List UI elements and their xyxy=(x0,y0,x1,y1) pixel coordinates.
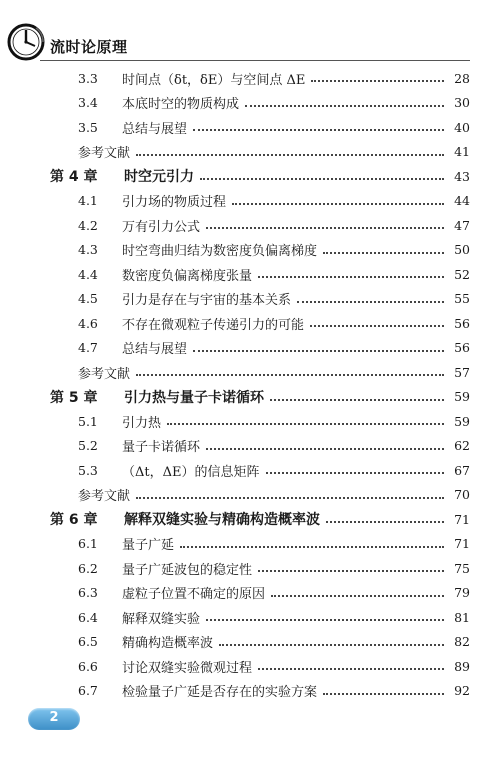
entry-title: 时空元引力 xyxy=(124,169,194,185)
entry-title: 量子广延 xyxy=(122,538,175,553)
section-number: 3.3 xyxy=(78,70,98,86)
toc-section-row[interactable] xyxy=(0,581,500,605)
page-ref: 75 xyxy=(454,560,470,576)
entry-title: 参考文献 xyxy=(78,366,131,382)
dot-leader xyxy=(258,668,444,670)
toc-section-row[interactable] xyxy=(0,336,500,360)
page-ref: 81 xyxy=(454,609,470,625)
toc-section-row[interactable] xyxy=(0,654,500,678)
toc-chapter-row[interactable] xyxy=(0,164,500,188)
entry-title: 本底时空的物质构成 xyxy=(122,97,240,112)
section-number: 6.5 xyxy=(78,634,98,649)
toc-section-row[interactable] xyxy=(0,213,500,237)
entry-title: 不存在微观粒子传递引力的可能 xyxy=(122,317,305,333)
page-ref: 56 xyxy=(454,340,470,355)
entry-title: 万有引力公式 xyxy=(122,219,201,235)
section-number: 3.4 xyxy=(78,95,98,110)
page-ref: 40 xyxy=(454,119,470,135)
entry-title: 解释双缝实验与精确构造概率波 xyxy=(124,512,320,528)
section-number: 6.2 xyxy=(78,560,98,576)
chapter-label: 第 6 章 xyxy=(50,512,98,528)
section-number: 4.1 xyxy=(78,193,98,208)
chapter-label: 第 4 章 xyxy=(50,169,98,185)
page-ref: 56 xyxy=(454,315,470,331)
entry-title: 精确构造概率波 xyxy=(122,636,214,651)
page-number-tab xyxy=(28,708,80,730)
page-ref: 44 xyxy=(454,193,470,208)
entry-title: 检验量子广延是否存在的实验方案 xyxy=(122,685,318,700)
toc-section-row[interactable] xyxy=(0,189,500,213)
toc-section-row[interactable] xyxy=(0,262,500,286)
entry-title: 虚粒子位置不确定的原因 xyxy=(122,587,266,602)
entry-title: 参考文献 xyxy=(78,489,131,504)
page-ref: 50 xyxy=(454,242,470,257)
toc-section-row[interactable] xyxy=(0,679,500,703)
page-ref: 28 xyxy=(454,70,470,86)
dot-leader xyxy=(297,301,444,303)
toc-section-row[interactable] xyxy=(0,630,500,654)
dot-leader xyxy=(136,154,444,156)
dot-leader xyxy=(323,693,444,695)
dot-leader xyxy=(206,448,444,450)
toc-section-row[interactable] xyxy=(0,287,500,311)
entry-title: 时空弯曲归结为数密度负偏离梯度 xyxy=(122,244,318,259)
page-ref: 92 xyxy=(454,683,470,698)
chapter-label: 第 5 章 xyxy=(50,389,98,406)
section-number: 6.4 xyxy=(78,609,98,625)
dot-leader xyxy=(180,546,444,548)
toc-section-row[interactable] xyxy=(0,91,500,115)
section-number: 4.6 xyxy=(78,315,98,331)
section-number: 5.1 xyxy=(78,413,98,429)
dot-leader xyxy=(193,350,444,352)
section-number: 4.2 xyxy=(78,217,98,233)
entry-title: （Δt，ΔE）的信息矩阵 xyxy=(122,464,260,480)
page-ref: 59 xyxy=(454,389,470,404)
page-ref: 43 xyxy=(454,168,470,184)
page-number: 2 xyxy=(49,710,59,725)
entry-title: 引力是存在与宇宙的基本关系 xyxy=(122,293,292,308)
section-number: 6.7 xyxy=(78,683,98,698)
section-number: 3.5 xyxy=(78,119,98,135)
dot-leader xyxy=(266,472,444,474)
page-header xyxy=(0,0,500,62)
dot-leader xyxy=(200,178,444,180)
page-ref: 62 xyxy=(454,438,470,453)
dot-leader xyxy=(245,105,444,107)
dot-leader xyxy=(206,227,444,229)
page-ref: 71 xyxy=(454,511,470,527)
toc-section-row[interactable] xyxy=(0,605,500,629)
toc-section-row[interactable] xyxy=(0,66,500,90)
dot-leader xyxy=(206,619,444,621)
entry-title: 参考文献 xyxy=(78,146,131,161)
dot-leader xyxy=(271,595,444,597)
dot-leader xyxy=(136,497,444,499)
section-number: 4.3 xyxy=(78,242,98,257)
dot-leader xyxy=(258,276,444,278)
toc-section-row[interactable] xyxy=(0,409,500,433)
toc-section-row[interactable] xyxy=(0,458,500,482)
dot-leader xyxy=(193,129,444,131)
toc-references-row[interactable] xyxy=(0,483,500,507)
dot-leader xyxy=(323,252,444,254)
toc-chapter-row[interactable] xyxy=(0,507,500,531)
toc-section-row[interactable] xyxy=(0,556,500,580)
section-number: 4.7 xyxy=(78,340,98,355)
entry-title: 引力热与量子卡诺循环 xyxy=(124,389,264,406)
entry-title: 数密度负偏离梯度张量 xyxy=(122,268,253,284)
page-ref: 79 xyxy=(454,585,470,600)
clock-icon xyxy=(6,22,46,62)
section-number: 5.2 xyxy=(78,438,98,453)
page-ref: 59 xyxy=(454,413,470,429)
dot-leader xyxy=(136,374,444,376)
dot-leader xyxy=(219,644,444,646)
page-ref: 89 xyxy=(454,658,470,674)
entry-title: 量子卡诺循环 xyxy=(122,440,201,455)
dot-leader xyxy=(326,521,444,523)
book-title: 流时论原理 xyxy=(50,38,128,56)
dot-leader xyxy=(167,423,444,425)
entry-title: 量子广延波包的稳定性 xyxy=(122,562,253,578)
section-number: 5.3 xyxy=(78,462,98,478)
entry-title: 时间点（δt，δE）与空间点 ΔE xyxy=(122,72,306,88)
page-ref: 52 xyxy=(454,266,470,282)
toc-references-row[interactable] xyxy=(0,140,500,164)
dot-leader xyxy=(310,325,444,327)
toc-section-row[interactable] xyxy=(0,238,500,262)
entry-title: 讨论双缝实验微观过程 xyxy=(122,660,253,676)
page-ref: 41 xyxy=(454,144,470,159)
page-ref: 30 xyxy=(454,95,470,110)
dot-leader xyxy=(311,80,444,82)
toc-section-row[interactable] xyxy=(0,115,500,139)
toc-section-row[interactable] xyxy=(0,311,500,335)
entry-title: 总结与展望 xyxy=(122,342,188,357)
page-ref: 47 xyxy=(454,217,470,233)
toc-references-row[interactable] xyxy=(0,360,500,384)
toc-section-row[interactable] xyxy=(0,434,500,458)
page-ref: 55 xyxy=(454,291,470,306)
entry-title: 引力场的物质过程 xyxy=(122,195,227,210)
entry-title: 解释双缝实验 xyxy=(122,611,201,627)
section-number: 6.3 xyxy=(78,585,98,600)
section-number: 6.1 xyxy=(78,536,98,551)
page-ref: 70 xyxy=(454,487,470,502)
page-ref: 82 xyxy=(454,634,470,649)
toc-chapter-row[interactable] xyxy=(0,385,500,409)
section-number: 6.6 xyxy=(78,658,98,674)
dot-leader xyxy=(258,570,444,572)
header-rule xyxy=(40,60,470,61)
toc-section-row[interactable] xyxy=(0,532,500,556)
dot-leader xyxy=(232,203,444,205)
section-number: 4.5 xyxy=(78,291,98,306)
entry-title: 总结与展望 xyxy=(122,121,188,137)
dot-leader xyxy=(270,399,444,401)
page-ref: 57 xyxy=(454,364,470,380)
page-ref: 67 xyxy=(454,462,470,478)
section-number: 4.4 xyxy=(78,266,98,282)
page-ref: 71 xyxy=(454,536,470,551)
entry-title: 引力热 xyxy=(122,415,162,431)
